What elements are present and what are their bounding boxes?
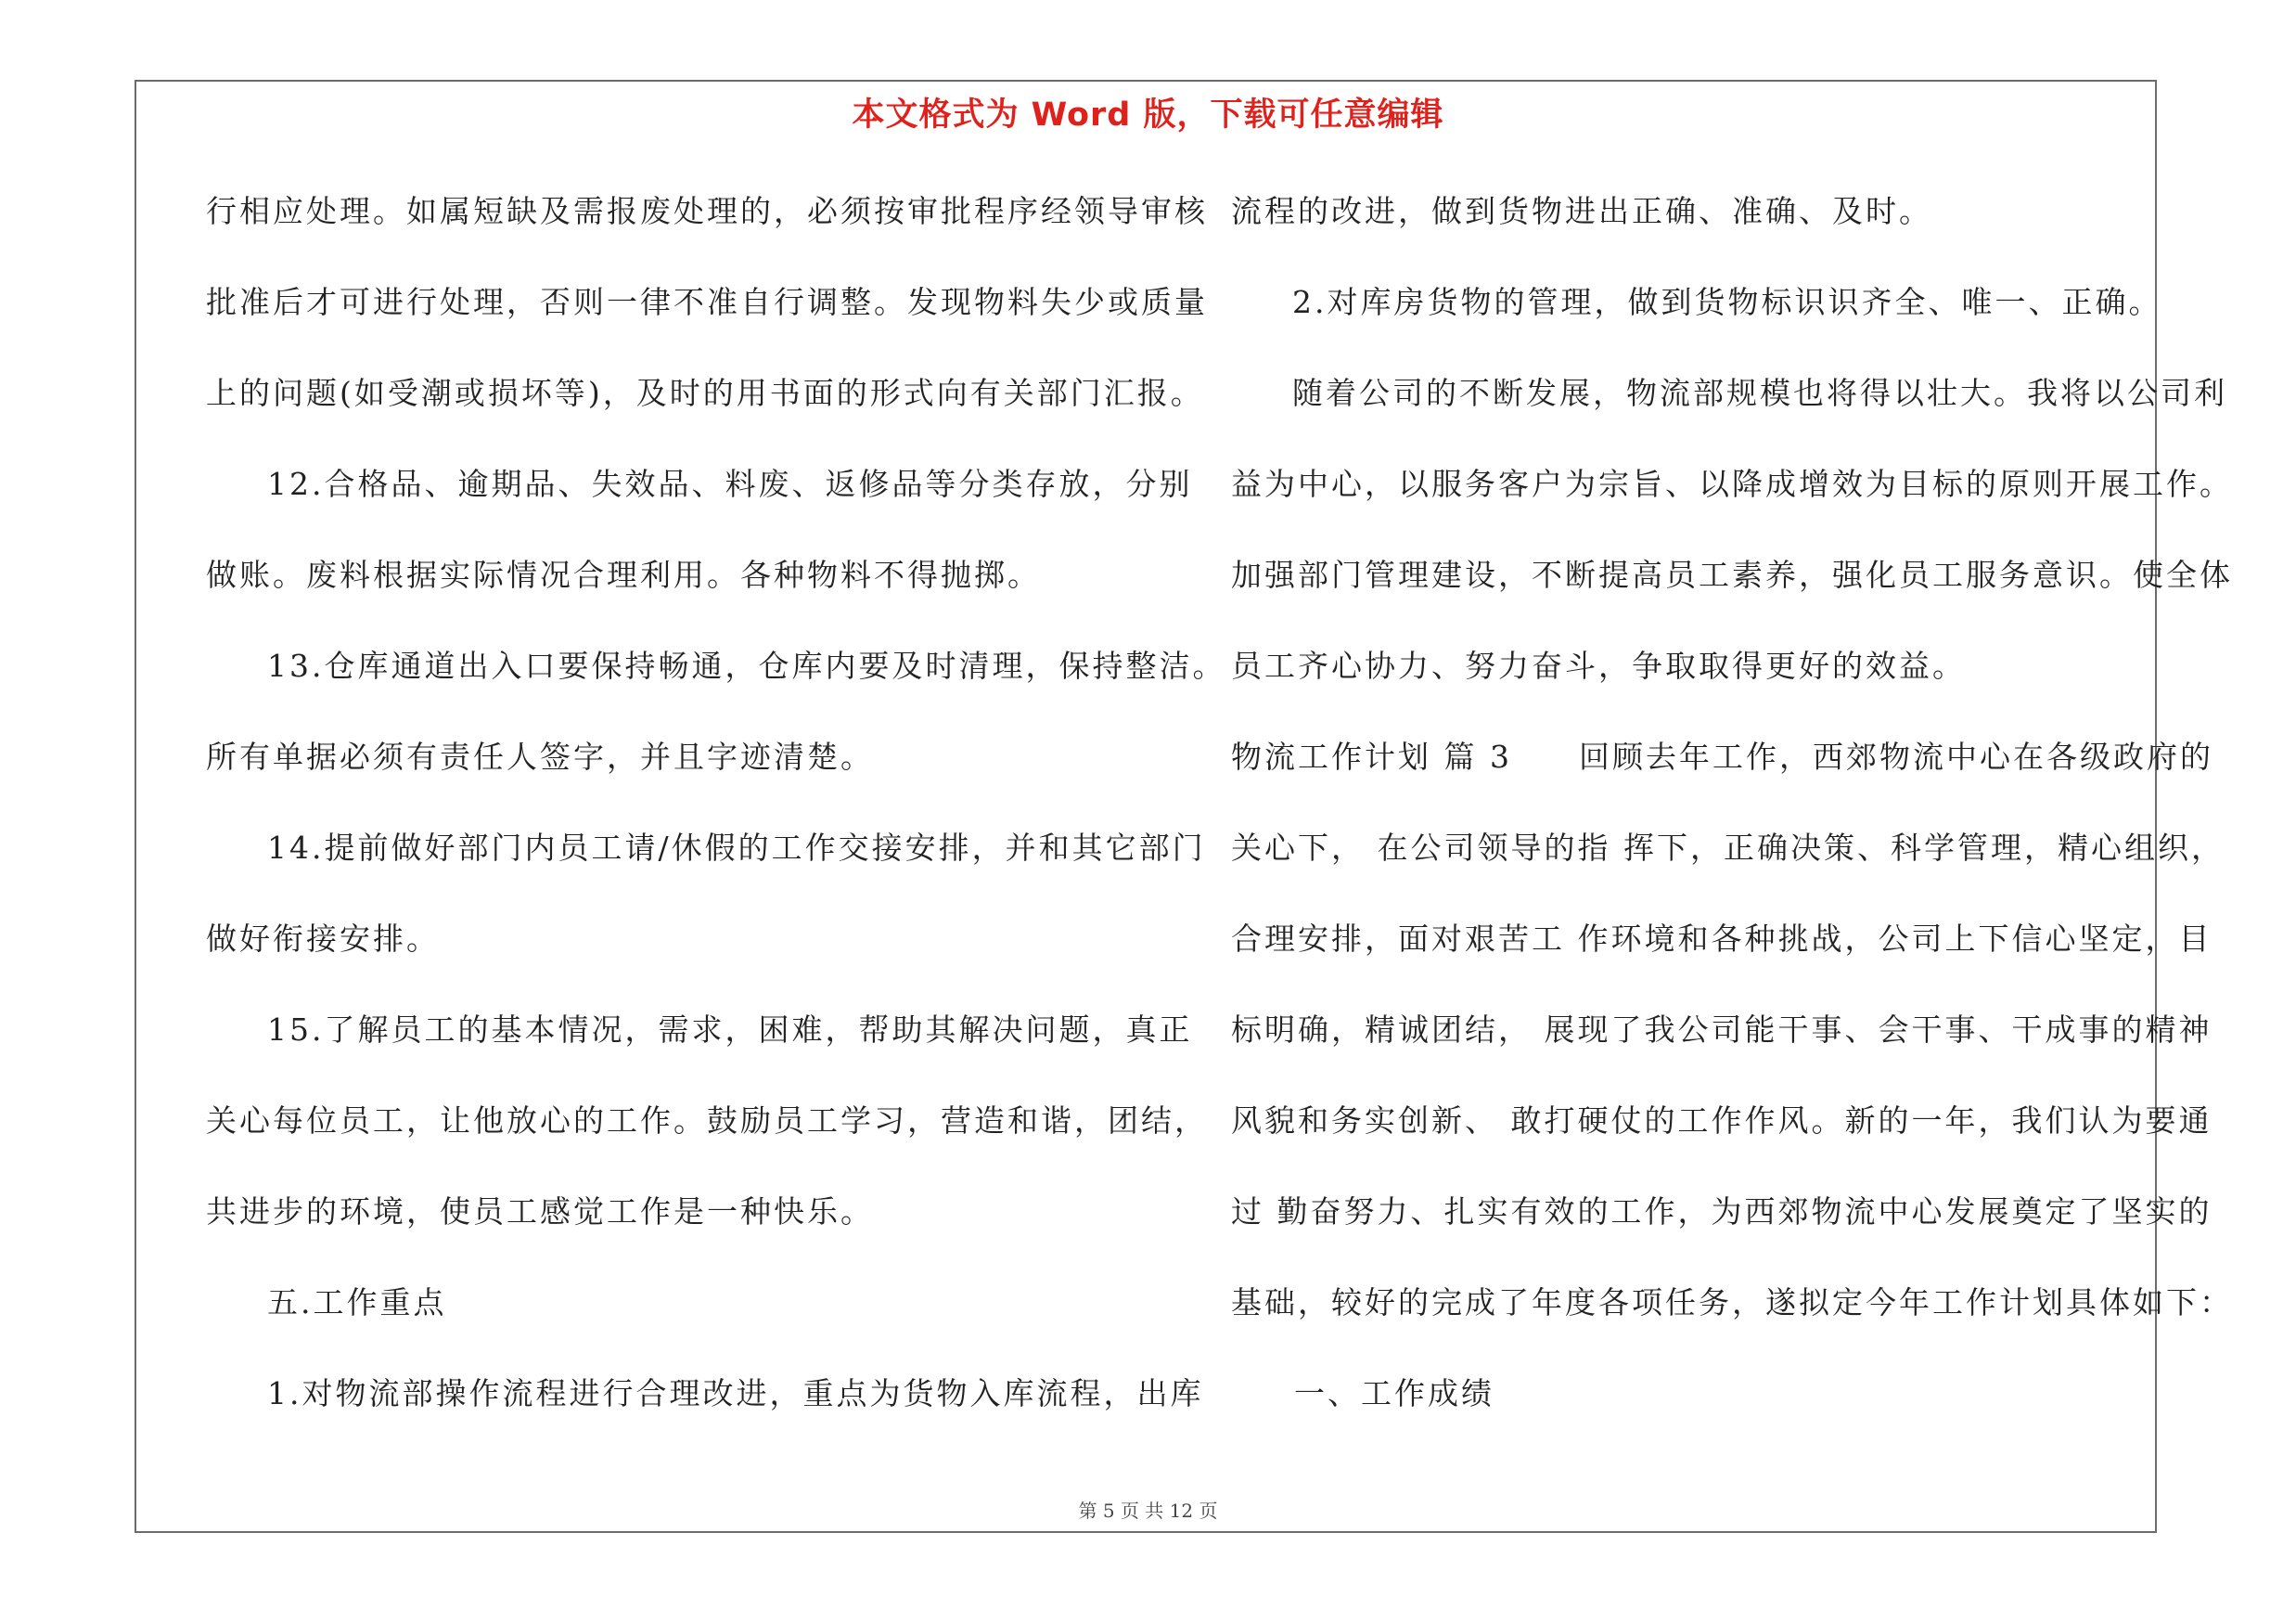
- paragraph-line: 做账。废料根据实际情况合理利用。各种物料不得抛掷。: [206, 557, 1041, 593]
- paragraph-line: 15.了解员工的基本情况，需求，困难，帮助其解决问题，真正: [267, 1011, 1193, 1048]
- paragraph-line: 行相应处理。如属短缺及需报废处理的，必须按审批程序经领导审核: [206, 193, 1208, 229]
- paragraph-line: 基础，较好的完成了年度各项任务，遂拟定今年工作计划具体如下：: [1231, 1284, 2233, 1320]
- paragraph-line: 益为中心，以服务客户为宗旨、以降成增效为目标的原则开展工作。: [1231, 466, 2233, 502]
- right-column: [1231, 184, 2233, 1457]
- paragraph-line: 随着公司的不断发展，物流部规模也将得以壮大。我将以公司利: [1292, 375, 2227, 411]
- paragraph-line: 批准后才可进行处理，否则一律不准自行调整。发现物料失少或质量: [206, 284, 1208, 320]
- section-heading: 五.工作重点: [267, 1284, 447, 1320]
- paragraph-line: 流程的改进，做到货物进出正确、准确、及时。: [1231, 193, 1932, 229]
- paragraph-line: 关心下， 在公司领导的指 挥下，正确决策、科学管理，精心组织，: [1231, 830, 2225, 866]
- paragraph-line: 风貌和务实创新、 敢打硬仗的工作作风。新的一年，我们认为要通: [1231, 1102, 2213, 1139]
- paragraph-line: 过 勤奋努力、扎实有效的工作，为西郊物流中心发展奠定了坚实的: [1231, 1193, 2213, 1230]
- paragraph-line: 所有单据必须有责任人签字，并且字迹清楚。: [206, 739, 874, 775]
- paragraph-line: 2.对库房货物的管理，做到货物标识识齐全、唯一、正确。: [1292, 284, 2162, 320]
- paragraph-line: 员工齐心协力、努力奋斗，争取取得更好的效益。: [1231, 648, 1966, 684]
- paragraph-line: 1.对物流部操作流程进行合理改进，重点为货物入库流程，出库: [267, 1375, 1204, 1411]
- paragraph-line: 12.合格品、逾期品、失效品、料废、返修品等分类存放，分别: [267, 466, 1193, 502]
- section-title-line: 物流工作计划 篇 3 回顾去年工作，西郊物流中心在各级政府的: [1231, 739, 2213, 775]
- paragraph-line: 做好衔接安排。: [206, 921, 440, 957]
- page-number: 第 5 页 共 12 页: [1078, 1500, 1218, 1522]
- paragraph-line: 加强部门管理建设，不断提高员工素养，强化员工服务意识。使全体: [1231, 557, 2233, 593]
- paragraph-line: 上的问题(如受潮或损坏等)，及时的用书面的形式向有关部门汇报。: [206, 375, 1204, 411]
- left-column: [206, 184, 1226, 1457]
- paragraph-line: 共进步的环境，使员工感觉工作是一种快乐。: [206, 1193, 874, 1230]
- paragraph-line: 14.提前做好部门内员工请/休假的工作交接安排，并和其它部门: [267, 830, 1206, 866]
- paragraph-line: 合理安排，面对艰苦工 作环境和各种挑战，公司上下信心坚定，目: [1231, 921, 2213, 957]
- format-notice-banner: 本文格式为 Word 版，下载可任意编辑: [852, 97, 1444, 134]
- section-heading: 一、工作成绩: [1294, 1375, 1494, 1411]
- paragraph-line: 标明确，精诚团结， 展现了我公司能干事、会干事、干成事的精神: [1231, 1011, 2213, 1048]
- paragraph-line: 关心每位员工，让他放心的工作。鼓励员工学习，营造和谐，团结，: [206, 1102, 1208, 1139]
- paragraph-line: 13.仓库通道出入口要保持畅通，仓库内要及时清理，保持整洁。: [267, 648, 1226, 684]
